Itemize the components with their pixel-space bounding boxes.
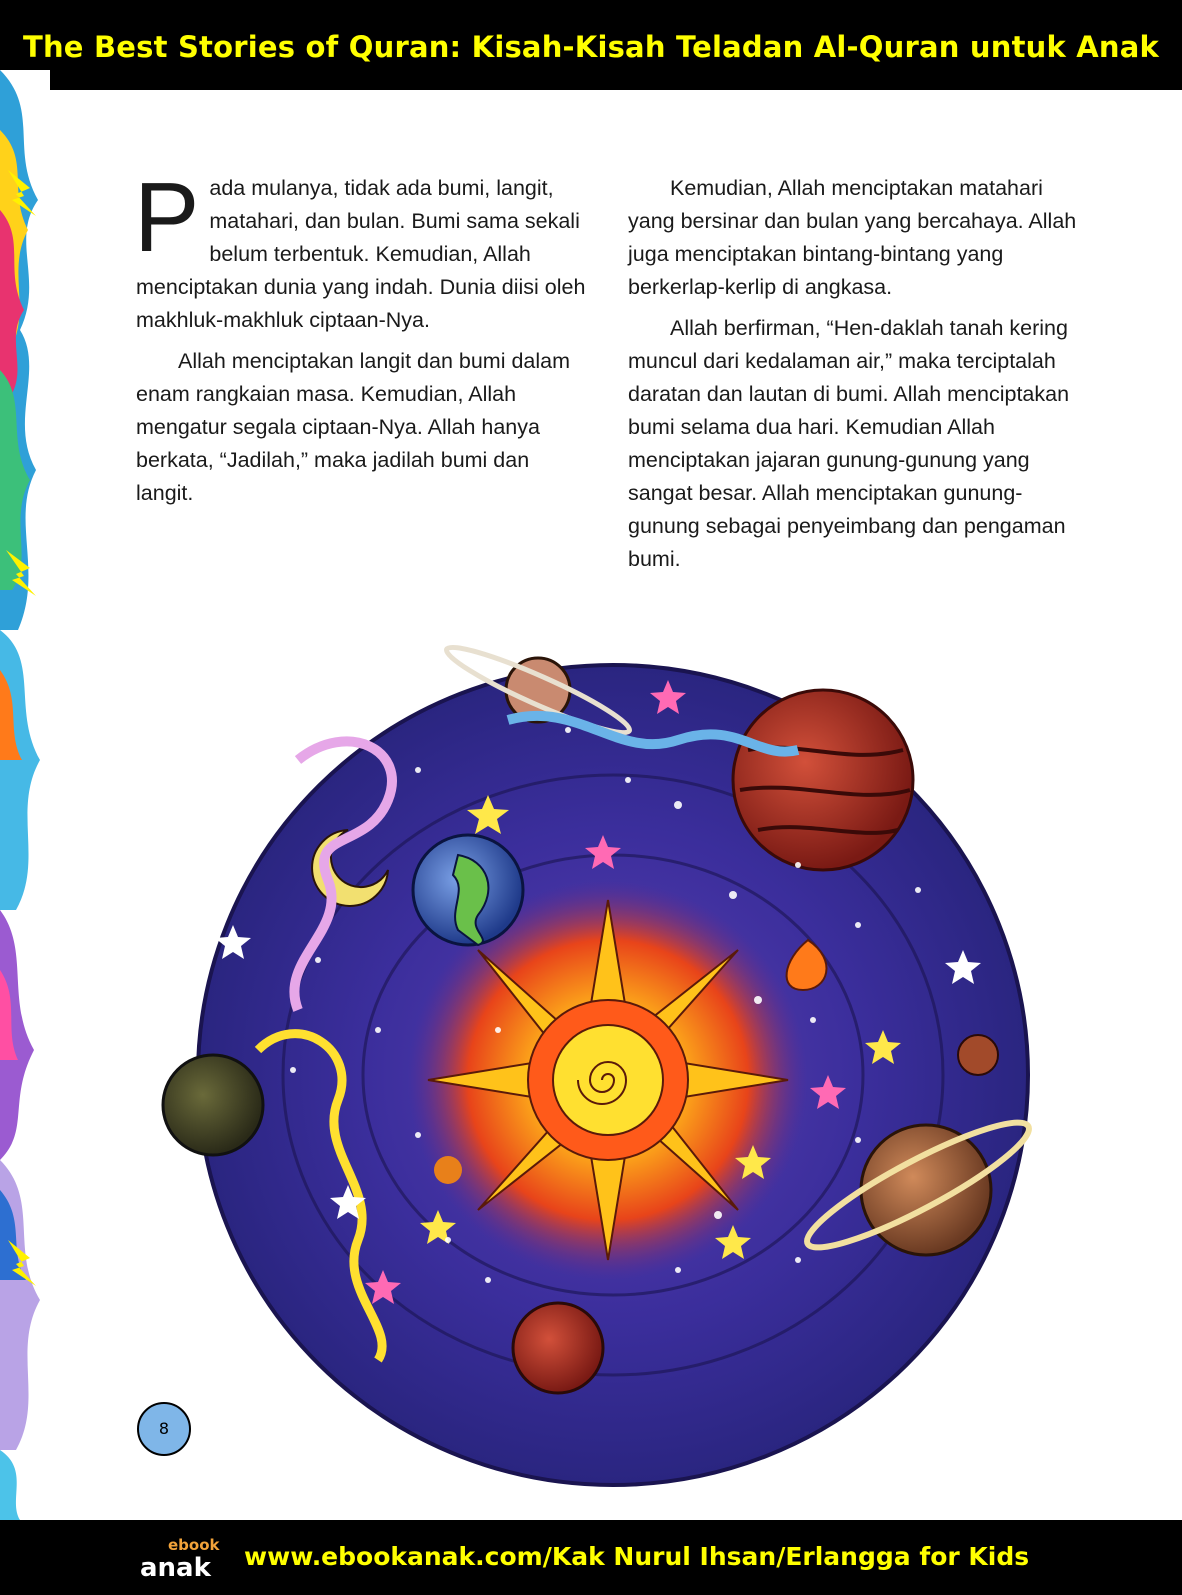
book-title: The Best Stories of Quran: Kisah-Kisah Teladan Al-Quran untuk Anak — [22, 30, 1159, 64]
footer-bar — [0, 1520, 1182, 1595]
paragraph: Allah menciptakan langit dan bumi dalam enam rangkaian masa. Kemudian, Allah mengatur segala ciptaan-Nya. Allah hanya berkata, “Jadilah,” maka jadilah bumi dan langit. — [136, 349, 571, 505]
text-column-right — [628, 172, 1078, 584]
drop-cap: P — [134, 162, 200, 272]
footer-url: www.ebookanak.com/Kak Nurul Ihsan/Erlangga for Kids — [244, 1542, 1030, 1571]
universe-illustration — [158, 630, 1048, 1505]
page-number-badge: 8 — [137, 1402, 191, 1456]
paragraph: Kemudian, Allah menciptakan matahari yang bersinar dan bulan yang bercahaya. Allah juga menciptakan bintang-bintang yang berkerlap-kerlip di angkasa. — [628, 176, 1077, 299]
paragraph-text: ada mulanya, tidak ada bumi, langit, matahari, dan bulan. Bumi sama sekali belum terbentuk. Kemudian, Allah menciptakan dunia yang indah. Dunia diisi oleh makhluk-makhluk ciptaan-Nya. — [136, 176, 586, 332]
text-column-left — [134, 162, 586, 518]
logo-text-top: ebook — [168, 1536, 220, 1554]
ebookanak-logo — [138, 1532, 228, 1584]
logo-text-bottom: anak — [140, 1553, 211, 1583]
paragraph: Allah berfirman, “Hen-daklah tanah kering muncul dari kedalaman air,” maka terciptalah daratan dan lautan di bumi. Allah menciptakan bumi selama dua hari. Kemudian Allah menciptakan jajaran gunung-gunung yang sangat besar. Allah menciptakan gunung-gunung sebagai penyeimbang dan pengaman bumi. — [628, 316, 1070, 571]
paragraph — [134, 162, 586, 337]
decorative-border-art — [0, 70, 50, 1520]
header-bar — [0, 0, 1182, 90]
